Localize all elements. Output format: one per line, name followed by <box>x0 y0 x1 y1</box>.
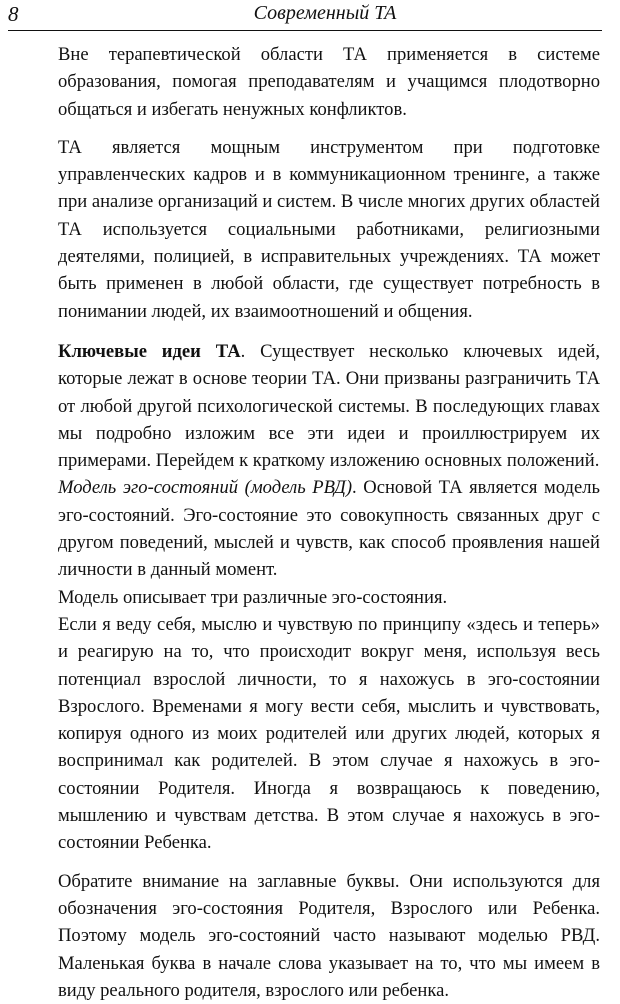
paragraph <box>58 474 600 583</box>
paragraph <box>58 134 600 325</box>
page-header <box>8 0 602 31</box>
paragraph <box>58 584 600 611</box>
paragraph-text: Если я веду себя, мыслю и чувствую по принципу «здесь и теперь» и реагирую на то, что происходит вокруг меня, используя весь потенциал взрослой личности, то я нахожусь в эго-состоянии Взрослого. Временами я могу вести себя, мыслить и чувствовать, копируя одного из моих родителей или других людей, которых я воспринимал как родителей. В этом случае я нахожусь в эго-состоянии Родителя. Иногда я возвращаюсь к поведению, мышлению и чувствам детства. В этом случае я нахожусь в эго-состоянии Ребенка. <box>58 613 600 854</box>
paragraph-text: ТА является мощным инструментом при подготовке управленческих кадров и в коммуникационном тренинге, а также при анализе организаций и систем. В числе многих других областей ТА используется социальными работниками, религиозными деятелями, полицией, в исправительных учреждениях. ТА может быть применен в любой области, где существует потребность в понимании людей, их взаимоотношений и общения. <box>58 136 600 322</box>
running-title: Современный ТА <box>253 2 397 24</box>
section-heading: Ключевые идеи ТА <box>58 340 241 362</box>
paragraph-text: . Существует несколько ключевых идей, которые лежат в основе теории ТА. Они призваны разграничить ТА от любой другой психологической системы. В последующих главах мы подробно изложим все эти идеи и проиллюстрируем их примерами. Перейдем к краткому изложению основных положений. <box>58 340 600 472</box>
paragraph <box>58 41 600 123</box>
paragraph <box>58 868 600 1004</box>
paragraph <box>58 338 600 474</box>
page-number: 8 <box>8 2 19 26</box>
subsection-heading: Модель эго-состояний (модель РВД) <box>58 477 353 499</box>
paragraph-text: . Основой ТА является модель эго-состояний. Эго-состояние это совокупность связанных друг с другом поведений, мыслей и чувств, как способ проявления нашей личности в данный момент. <box>58 477 600 581</box>
page-body <box>58 41 600 1004</box>
paragraph <box>58 611 600 857</box>
paragraph-text: Обратите внимание на заглавные буквы. Они используются для обозначения эго-состояния Родителя, Взрослого или Ребенка. Поэтому модель эго-состояний часто называют моделью РВД. Маленькая буква в начале слова указывает на то, что мы имеем в виду реального родителя, взрослого или ребенка. <box>58 870 600 1001</box>
paragraph-text: Вне терапевтической области ТА применяется в системе образования, помогая преподавателям и учащимся плодотворно общаться и избегать ненужных конфликтов. <box>58 44 600 120</box>
paragraph-text: Модель описывает три различные эго-состояния. <box>58 586 448 608</box>
